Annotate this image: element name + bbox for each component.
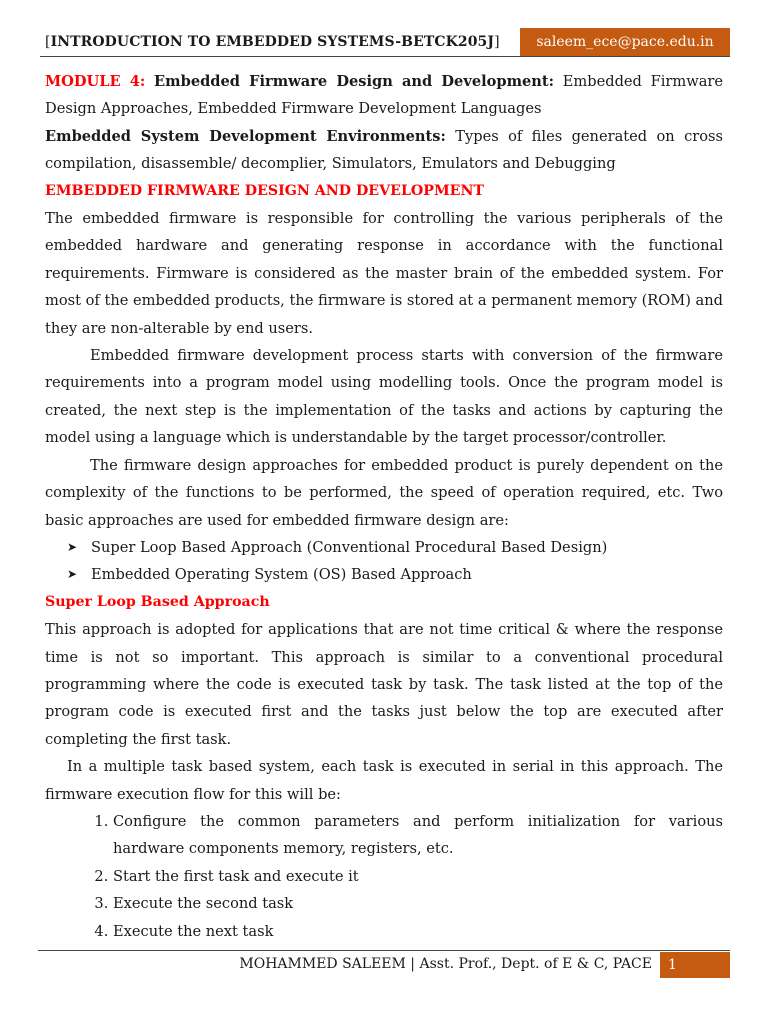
paragraph: This approach is adopted for applications that are not time critical & where the response time is not so important. This approach is similar to a conventional procedural programming where the code is executed task by task. The task listed at the top of the program code is executed first and the tasks just below the top are executed after completing the first task. xyxy=(45,621,723,748)
list-item: 1. Configure the common parameters and perform initialization for various hardware components memory, registers, etc. xyxy=(113,808,723,863)
course-title xyxy=(45,34,500,50)
footer-divider xyxy=(38,950,730,951)
document-body xyxy=(45,68,723,945)
bracket-close: ] xyxy=(494,34,500,50)
paragraph: The embedded firmware is responsible for controlling the various peripherals of the embedded hardware and generating response in accordance with the functional requirements. Firmware is considered as the master brain of the embedded system. For most of the embedded products, the firmware is stored at a permanent memory (ROM) and they are non-alterable by end users. xyxy=(45,210,723,337)
environments-title: Embedded System Development Environments: xyxy=(45,127,446,145)
page-number: 1 xyxy=(660,952,730,978)
course-title-text: INTRODUCTION TO EMBEDDED SYSTEMS-BETCK205J xyxy=(50,34,495,50)
approach-list xyxy=(45,534,723,589)
environments-topics: Types of files generated on cross compilation, disassemble/ decomplier, Simulators, Emulators and Debugging xyxy=(45,127,723,173)
section-heading-super-loop: Super Loop Based Approach xyxy=(45,593,270,610)
page-header xyxy=(40,28,730,56)
list-item-text: Embedded Operating System (OS) Based Approach xyxy=(91,566,472,584)
page-footer xyxy=(38,952,730,978)
author-email[interactable]: saleem_ece@pace.edu.in xyxy=(520,28,730,56)
footer-author: MOHAMMED SALEEM | Asst. Prof., Dept. of E & C, PACE xyxy=(239,956,652,972)
module-title: Embedded Firmware Design and Development: xyxy=(154,73,555,90)
paragraph: The firmware design approaches for embedded product is purely dependent on the complexity of the functions to be performed, the speed of operation required, etc. Two basic approaches are used for embedded firmware design are: xyxy=(45,456,723,529)
paragraph: In a multiple task based system, each task is executed in serial in this approach. The firmware execution flow for this will be: xyxy=(45,758,723,803)
section-heading-firmware: EMBEDDED FIRMWARE DESIGN AND DEVELOPMENT xyxy=(45,182,484,199)
execution-flow-list xyxy=(45,808,723,945)
list-item xyxy=(67,561,723,588)
header-divider xyxy=(40,56,730,57)
arrow-bullet-icon: ➤ xyxy=(67,539,78,554)
module-topics: Embedded Firmware Design Approaches, Embedded Firmware Development Languages xyxy=(45,73,724,118)
arrow-bullet-icon: ➤ xyxy=(67,567,78,582)
list-item: 3. Execute the second task xyxy=(113,890,723,917)
paragraph: Embedded firmware development process starts with conversion of the firmware requirements into a program model using modelling tools. Once the program model is created, the next step is the implementation of the tasks and actions by capturing the model using a language which is understandable by the target processor/controller. xyxy=(45,347,723,447)
list-item: 4. Execute the next task xyxy=(113,918,723,945)
module-label: MODULE 4: xyxy=(45,73,146,90)
list-item-text: Super Loop Based Approach (Conventional Procedural Based Design) xyxy=(91,538,608,556)
environments-summary xyxy=(45,123,723,178)
list-item xyxy=(67,534,723,561)
bracket-open: [ xyxy=(45,34,51,50)
list-item: 2. Start the first task and execute it xyxy=(113,863,723,890)
module-summary xyxy=(45,68,723,123)
